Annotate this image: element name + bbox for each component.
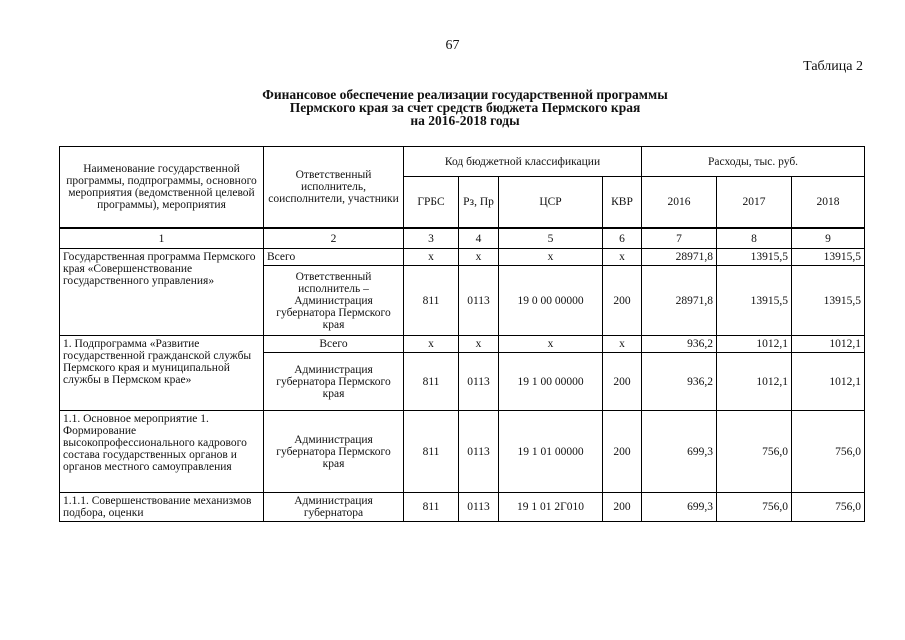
row-rz-pr: 0113 <box>459 411 499 493</box>
row-rz-pr: х <box>459 336 499 353</box>
row-grbs: 811 <box>404 411 459 493</box>
column-number: 5 <box>499 228 603 249</box>
row-value-2017: 13915,5 <box>717 249 792 266</box>
row-value-2018: 1012,1 <box>792 336 865 353</box>
header-row-top <box>60 147 865 177</box>
column-number: 7 <box>642 228 717 249</box>
financing-table <box>59 146 865 522</box>
row-name: Государственная программа Пермского края «Совершенствование государственного управления» <box>60 249 264 336</box>
header-kvr: КВР <box>603 177 642 228</box>
row-value-2017: 756,0 <box>717 493 792 522</box>
row-executor: Ответственный исполнитель – Администрация губернатора Пермского края <box>264 266 404 336</box>
row-value-2018: 1012,1 <box>792 353 865 411</box>
row-executor: Администрация губернатора Пермского края <box>264 411 404 493</box>
row-name: 1. Подпрограмма «Развитие государственной гражданской службы Пермского края и муниципальной службы в Пермском крае» <box>60 336 264 411</box>
row-value-2016: 699,3 <box>642 493 717 522</box>
column-number: 4 <box>459 228 499 249</box>
row-value-2017: 1012,1 <box>717 336 792 353</box>
row-kvr: 200 <box>603 411 642 493</box>
table-row <box>60 336 865 353</box>
title-line-3: на 2016-2018 годы <box>410 113 520 128</box>
row-rz-pr: 0113 <box>459 353 499 411</box>
row-value-2016: 936,2 <box>642 336 717 353</box>
row-kvr: 200 <box>603 266 642 336</box>
row-csr: х <box>499 249 603 266</box>
row-grbs: х <box>404 336 459 353</box>
row-value-2018: 13915,5 <box>792 249 865 266</box>
row-value-2018: 756,0 <box>792 411 865 493</box>
row-name: 1.1. Основное мероприятие 1. Формирование высокопрофессионального кадрового состава государственных органов и органов местного самоуправления <box>60 411 264 493</box>
column-number: 3 <box>404 228 459 249</box>
column-number-row <box>60 228 865 249</box>
row-grbs: 811 <box>404 266 459 336</box>
row-name: 1.1.1. Совершенствование механизмов подбора, оценки <box>60 493 264 522</box>
document-title <box>150 88 780 127</box>
row-grbs: 811 <box>404 353 459 411</box>
table-label: Таблица 2 <box>803 59 863 74</box>
row-value-2016: 28971,8 <box>642 266 717 336</box>
column-number: 1 <box>60 228 264 249</box>
row-csr: 19 1 00 00000 <box>499 353 603 411</box>
table-row <box>60 493 865 522</box>
row-value-2017: 756,0 <box>717 411 792 493</box>
header-name: Наименование государственной программы, подпрограммы, основного мероприятия (ведомственной целевой программы), мероприятия <box>60 147 264 229</box>
row-csr: 19 1 01 2Г010 <box>499 493 603 522</box>
column-number: 9 <box>792 228 865 249</box>
row-value-2017: 13915,5 <box>717 266 792 336</box>
title-line-1: Финансовое обеспечение реализации государственной программы <box>262 87 668 102</box>
row-grbs: х <box>404 249 459 266</box>
row-value-2018: 756,0 <box>792 493 865 522</box>
title-line-2: Пермского края за счет средств бюджета Пермского края <box>289 100 641 115</box>
column-number: 2 <box>264 228 404 249</box>
row-kvr: 200 <box>603 353 642 411</box>
page-number: 67 <box>445 38 460 53</box>
row-csr: 19 0 00 00000 <box>499 266 603 336</box>
column-number: 6 <box>603 228 642 249</box>
header-expenses: Расходы, тыс. руб. <box>642 147 865 177</box>
row-value-2016: 699,3 <box>642 411 717 493</box>
header-grbs: ГРБС <box>404 177 459 228</box>
row-kvr: х <box>603 249 642 266</box>
row-executor: Всего <box>264 249 404 266</box>
row-executor: Администрация губернатора Пермского края <box>264 353 404 411</box>
row-value-2018: 13915,5 <box>792 266 865 336</box>
row-rz-pr: 0113 <box>459 493 499 522</box>
table-row <box>60 411 865 493</box>
row-executor: Администрация губернатора <box>264 493 404 522</box>
row-rz-pr: 0113 <box>459 266 499 336</box>
header-executor: Ответственный исполнитель, соисполнители, участники <box>264 147 404 229</box>
row-executor: Всего <box>264 336 404 353</box>
header-2016: 2016 <box>642 177 717 228</box>
row-rz-pr: х <box>459 249 499 266</box>
row-grbs: 811 <box>404 493 459 522</box>
row-kvr: 200 <box>603 493 642 522</box>
row-value-2016: 28971,8 <box>642 249 717 266</box>
row-value-2017: 1012,1 <box>717 353 792 411</box>
row-value-2016: 936,2 <box>642 353 717 411</box>
table-row <box>60 249 865 266</box>
row-kvr: х <box>603 336 642 353</box>
row-csr: х <box>499 336 603 353</box>
header-2018: 2018 <box>792 177 865 228</box>
column-number: 8 <box>717 228 792 249</box>
header-csr: ЦСР <box>499 177 603 228</box>
row-csr: 19 1 01 00000 <box>499 411 603 493</box>
header-rz-pr: Рз, Пр <box>459 177 499 228</box>
header-2017: 2017 <box>717 177 792 228</box>
header-budget-code: Код бюджетной классификации <box>404 147 642 177</box>
